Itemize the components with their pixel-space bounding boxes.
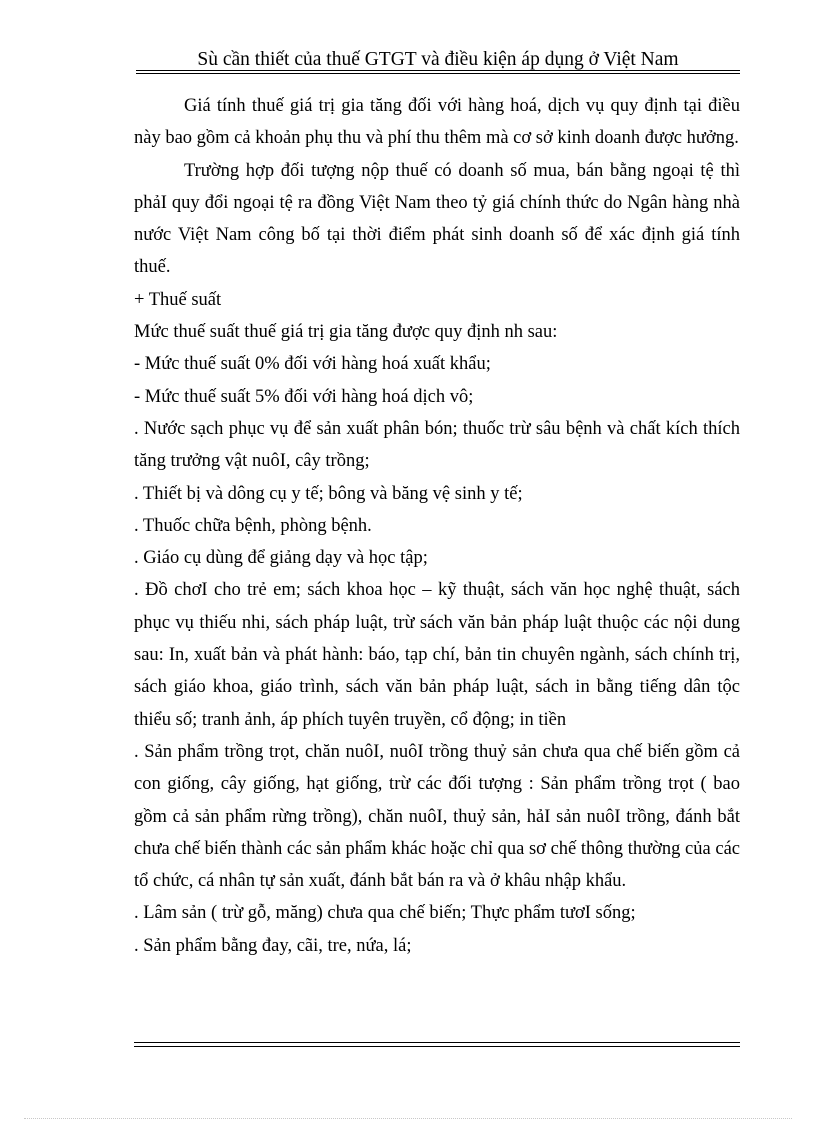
- paragraph-tax-rate-intro: Mức thuế suất thuế giá trị gia tăng được quy định nh sau:: [134, 322, 558, 343]
- page-header: [136, 46, 740, 76]
- list-item-jute-bamboo: . Sản phẩm bằng đay, cãi, tre, nứa, lá;: [134, 935, 412, 956]
- list-item-toys-books: . Đồ chơI cho trẻ em; sách khoa học – kỹ thuật, sách văn học nghệ thuật, sách phục vụ thiếu nhi, sách pháp luật, trừ sách văn bản pháp luật thuộc các nội dung sau: In, xuất bản và phát hành: báo, tạp chí, bản tin chuyên ngành, sách chính trị, sách giáo khoa, giáo trình, sách văn bản pháp luật, sách in bằng tiếng dân tộc thiểu số; tranh ảnh, áp phích tuyên truyền, cổ động; in tiền: [134, 580, 740, 730]
- list-item-forest-products: . Lâm sản ( trừ gỗ, măng) chưa qua chế biến; Thực phẩm tươI sống;: [134, 903, 636, 924]
- section-heading-tax-rate: + Thuế suất: [134, 289, 222, 310]
- document-title: Sù cần thiết của thuế GTGT và điều kiện áp dụng ở Việt Nam: [197, 49, 679, 70]
- page-break-line: [24, 1118, 792, 1119]
- list-item-rate-5: - Mức thuế suất 5% đối với hàng hoá dịch vô;: [134, 386, 474, 407]
- list-item-medicine: . Thuốc chữa bệnh, phòng bệnh.: [134, 515, 372, 536]
- paragraph-foreign-currency: Trường hợp đối tượng nộp thuế có doanh số mua, bán bằng ngoại tệ thì phảI quy đổi ngoại tệ ra đồng Việt Nam theo tỷ giá chính thức do Ngân hàng nhà nước Việt Nam công bố tại thời điểm phát sinh doanh số để xác định giá tính thuế.: [134, 160, 740, 278]
- footer-rule-top: [134, 1042, 740, 1043]
- list-item-rate-0: - Mức thuế suất 0% đối với hàng hoá xuất khẩu;: [134, 354, 491, 375]
- list-item-medical-equipment: . Thiết bị và dông cụ y tế; bông và băng vệ sinh y tế;: [134, 483, 523, 504]
- list-item-clean-water: . Nước sạch phục vụ để sản xuất phân bón; thuốc trừ sâu bệnh và chất kích thích tăng trưởng vật nuôI, cây trồng;: [134, 418, 740, 472]
- list-item-teaching-tools: . Giáo cụ dùng để giảng dạy và học tập;: [134, 548, 428, 569]
- footer-rule-bottom: [134, 1046, 740, 1047]
- header-rule-bottom: [136, 73, 740, 74]
- list-item-agricultural-products: . Sản phẩm trồng trọt, chăn nuôI, nuôI trồng thuỷ sản chưa qua chế biến gồm cả con giống, cây giống, hạt giống, trừ các đối tượng : Sản phẩm trồng trọt ( bao gồm cả sản phẩm rừng trồng), chăn nuôI, thuỷ sản, hảI sản nuôI trồng, đánh bắt chưa chế biến thành các sản phẩm khác hoặc chỉ qua sơ chế thông thường của các tổ chức, cá nhân tự sản xuất, đánh bắt bán ra và ở khâu nhập khẩu.: [134, 741, 740, 892]
- header-rule-top: [136, 70, 740, 71]
- paragraph-tax-price-scope: Giá tính thuế giá trị gia tăng đối với hàng hoá, dịch vụ quy định tại điều này bao gồm cả khoản phụ thu và phí thu thêm mà cơ sở kinh doanh được hưởng.: [134, 96, 740, 149]
- document-body: [134, 90, 740, 962]
